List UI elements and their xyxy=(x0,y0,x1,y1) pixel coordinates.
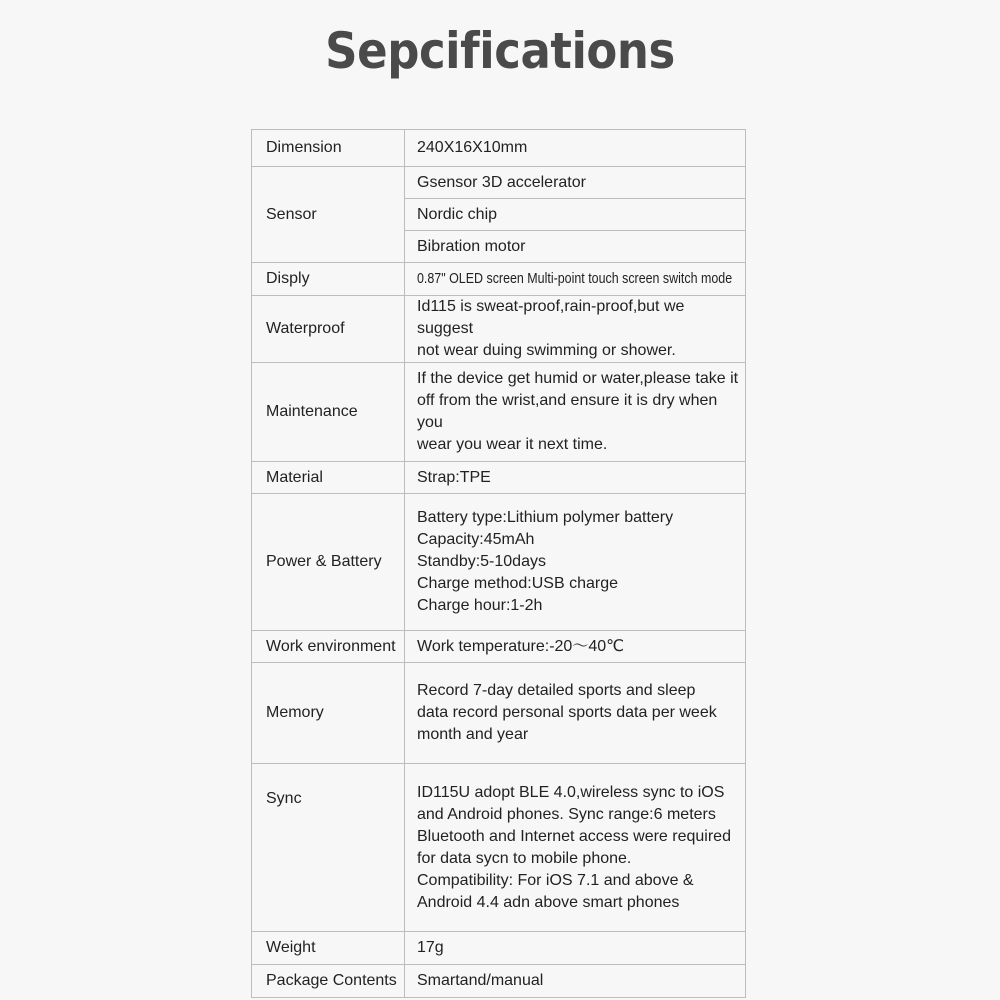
power-line: Standby:5-10days xyxy=(417,553,546,570)
table-row xyxy=(252,932,746,965)
memory-line: month and year xyxy=(417,726,529,743)
maintenance-line: If the device get humid or water,please take it xyxy=(417,370,739,387)
dimension-value: 240X16X10mm xyxy=(405,130,746,167)
table-row xyxy=(252,363,746,462)
table-row xyxy=(252,764,746,932)
sensor-label: Sensor xyxy=(252,167,405,263)
table-row xyxy=(252,663,746,764)
table-row xyxy=(252,296,746,363)
maintenance-value xyxy=(405,363,746,462)
sync-line: for data sycn to mobile phone. xyxy=(417,849,632,867)
work-env-label: Work environment xyxy=(252,631,405,663)
waterproof-line: not wear duing swimming or shower. xyxy=(417,342,676,359)
memory-line: Record 7-day detailed sports and sleep xyxy=(417,682,696,699)
power-line: Battery type:Lithium polymer battery xyxy=(417,509,674,526)
table-row xyxy=(252,462,746,494)
sync-line: Bluetooth and Internet access were required xyxy=(417,827,731,845)
display-label: Disply xyxy=(252,263,405,296)
waterproof-label: Waterproof xyxy=(252,296,405,363)
waterproof-value xyxy=(405,296,746,363)
work-env-value: Work temperature:-20～40℃ xyxy=(405,631,746,663)
table-row xyxy=(252,263,746,296)
weight-label: Weight xyxy=(252,932,405,965)
table-row xyxy=(252,130,746,167)
power-line: Charge hour:1-2h xyxy=(417,597,543,614)
sync-line: ID115U adopt BLE 4.0,wireless sync to iOS xyxy=(417,783,725,801)
power-label: Power & Battery xyxy=(252,494,405,631)
power-line: Capacity:45mAh xyxy=(417,531,535,548)
table-row xyxy=(252,631,746,663)
table-row xyxy=(252,167,746,199)
spec-table xyxy=(251,129,746,998)
waterproof-line: Id115 is sweat-proof,rain-proof,but we suggest xyxy=(417,298,685,337)
table-row xyxy=(252,494,746,631)
sensor-value-3: Bibration motor xyxy=(405,231,746,263)
package-label: Package Contents xyxy=(252,965,405,998)
sync-line: and Android phones. Sync range:6 meters xyxy=(417,805,716,823)
maintenance-line: off from the wrist,and ensure it is dry when you xyxy=(417,392,718,431)
maintenance-line: wear you wear it next time. xyxy=(417,436,608,453)
dimension-label: Dimension xyxy=(252,130,405,167)
display-value: 0.87" OLED screen Multi-point touch screen switch mode xyxy=(417,270,733,287)
memory-line: data record personal sports data per week xyxy=(417,704,717,721)
material-label: Material xyxy=(252,462,405,494)
sensor-value-1: Gsensor 3D accelerator xyxy=(405,167,746,199)
sensor-value-2: Nordic chip xyxy=(405,199,746,231)
table-row xyxy=(252,965,746,998)
power-line: Charge method:USB charge xyxy=(417,575,618,592)
memory-label: Memory xyxy=(252,663,405,764)
power-value xyxy=(405,494,746,631)
weight-value: 17g xyxy=(405,932,746,965)
material-value: Strap:TPE xyxy=(405,462,746,494)
display-value-cell xyxy=(405,263,746,296)
page-title: Sepcifications xyxy=(325,22,675,80)
sync-label: Sync xyxy=(252,764,405,932)
sync-value xyxy=(405,764,746,932)
maintenance-label: Maintenance xyxy=(252,363,405,462)
sync-line: Compatibility: For iOS 7.1 and above & xyxy=(417,871,694,889)
sync-line: Android 4.4 adn above smart phones xyxy=(417,893,680,911)
package-value: Smartand/manual xyxy=(405,965,746,998)
memory-value xyxy=(405,663,746,764)
